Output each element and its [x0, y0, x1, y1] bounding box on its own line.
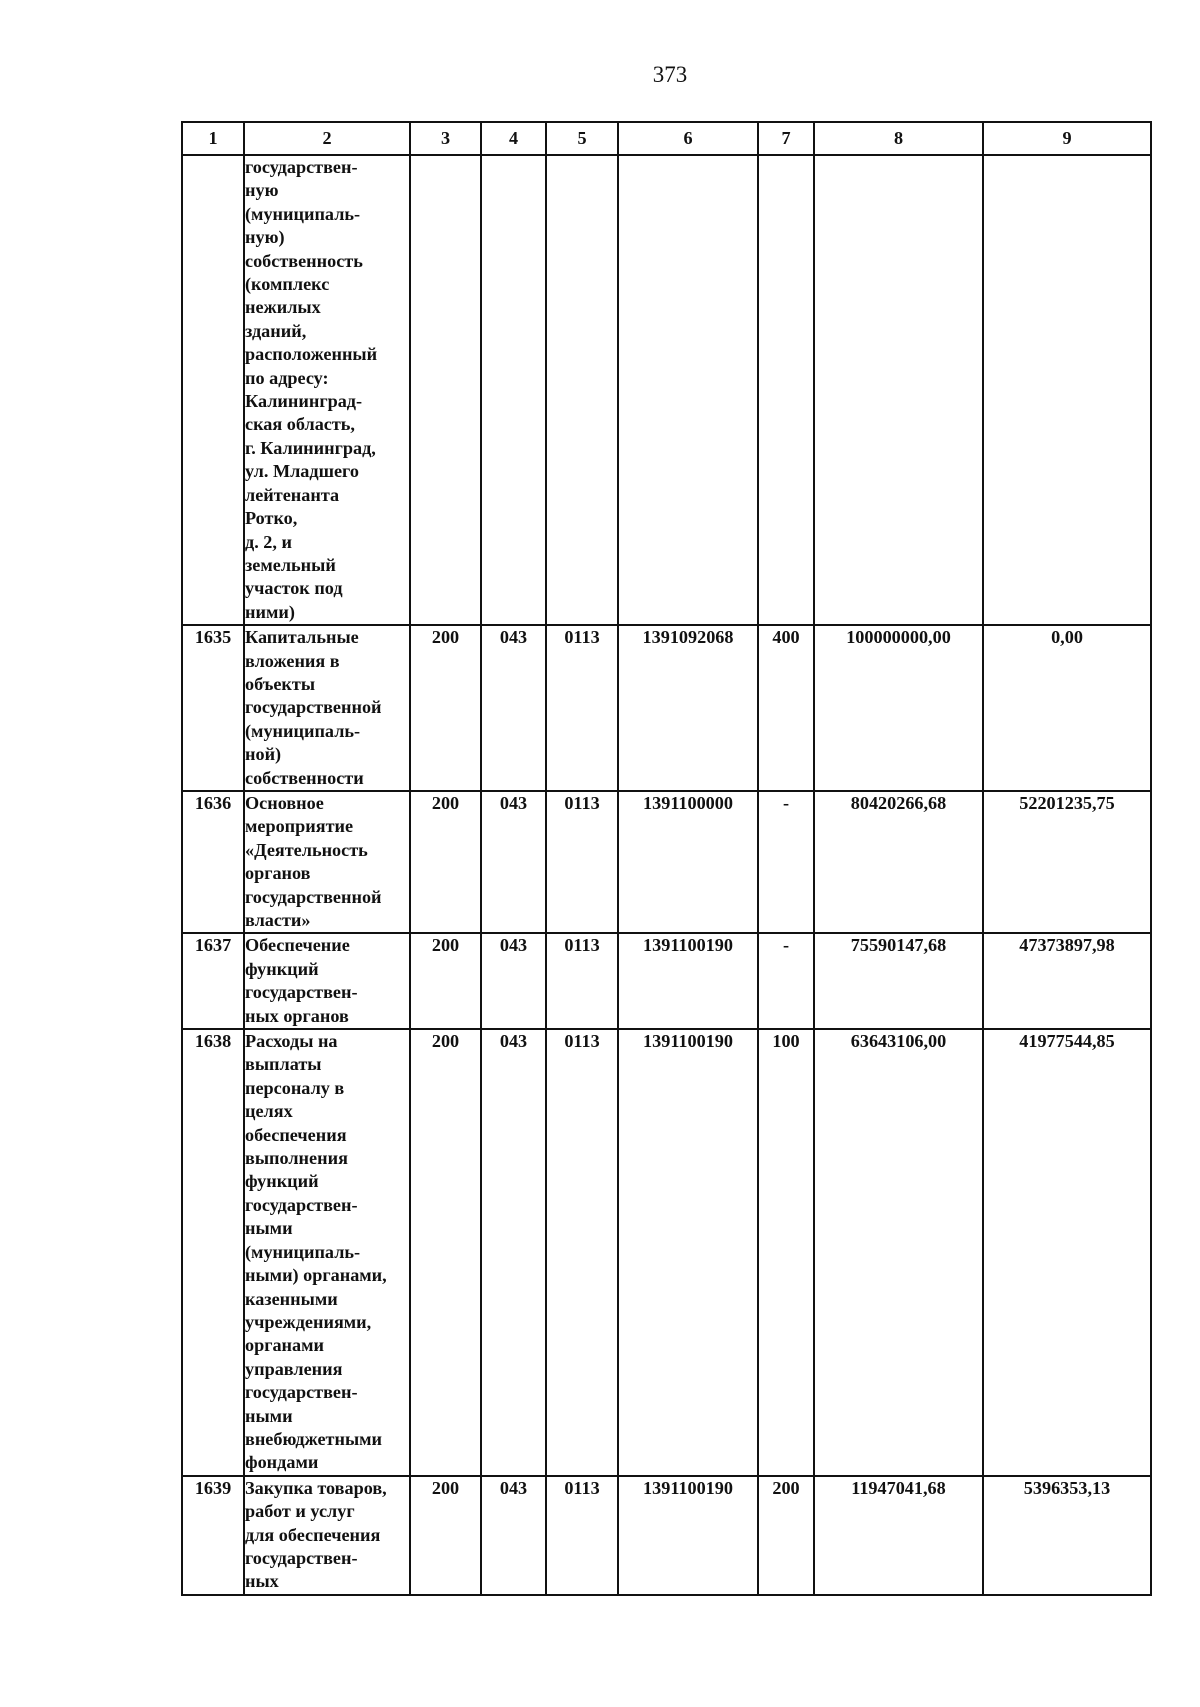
code-target-article: 1391092068	[618, 625, 758, 791]
code-section: 0113	[546, 1029, 618, 1476]
amount-col8: 80420266,68	[814, 791, 983, 933]
table-row	[182, 625, 1151, 791]
column-header: 4	[481, 122, 546, 155]
table-row	[182, 933, 1151, 1029]
row-name: Основное мероприятие «Деятельность органов государственной власти»	[244, 791, 410, 933]
row-number	[182, 155, 244, 625]
code-target-article: 1391100000	[618, 791, 758, 933]
row-number: 1635	[182, 625, 244, 791]
code-expense-type: -	[758, 791, 814, 933]
amount-col8: 75590147,68	[814, 933, 983, 1029]
code-department: 043	[481, 625, 546, 791]
column-header: 7	[758, 122, 814, 155]
row-number: 1639	[182, 1476, 244, 1595]
table-row	[182, 1476, 1151, 1595]
code-section: 0113	[546, 1476, 618, 1595]
code-section	[546, 155, 618, 625]
row-name: Расходы на выплаты персоналу в целях обеспечения выполнения функций государствен- ными (муниципаль- ными) органами, казенными учреждениями, органами управления государствен- ными внебюджетными фондами	[244, 1029, 410, 1476]
column-header: 5	[546, 122, 618, 155]
code-expense-type: 400	[758, 625, 814, 791]
amount-col8	[814, 155, 983, 625]
budget-table	[181, 121, 1152, 1596]
amount-col8: 11947041,68	[814, 1476, 983, 1595]
code-department: 043	[481, 1029, 546, 1476]
column-header: 8	[814, 122, 983, 155]
code-section: 0113	[546, 791, 618, 933]
column-header: 1	[182, 122, 244, 155]
amount-col9: 0,00	[983, 625, 1151, 791]
code-department: 043	[481, 791, 546, 933]
code-department: 043	[481, 933, 546, 1029]
table-row	[182, 791, 1151, 933]
amount-col9: 41977544,85	[983, 1029, 1151, 1476]
column-header: 9	[983, 122, 1151, 155]
amount-col9	[983, 155, 1151, 625]
code-target-article: 1391100190	[618, 1029, 758, 1476]
code-section: 0113	[546, 933, 618, 1029]
column-header: 3	[410, 122, 481, 155]
row-name: Капитальные вложения в объекты государственной (муниципаль- ной) собственности	[244, 625, 410, 791]
code-target-article: 1391100190	[618, 1476, 758, 1595]
code-ministry: 200	[410, 791, 481, 933]
row-number: 1637	[182, 933, 244, 1029]
row-name: государствен- ную (муниципаль- ную) собственность (комплекс нежилых зданий, расположенный по адресу: Калининград- ская область, г. Калининград, ул. Младшего лейтенанта Ротко, д. 2, и земельный участок под ними)	[244, 155, 410, 625]
column-header: 6	[618, 122, 758, 155]
code-department	[481, 155, 546, 625]
amount-col8: 63643106,00	[814, 1029, 983, 1476]
code-target-article: 1391100190	[618, 933, 758, 1029]
code-ministry: 200	[410, 1029, 481, 1476]
code-department: 043	[481, 1476, 546, 1595]
row-number: 1636	[182, 791, 244, 933]
code-ministry: 200	[410, 625, 481, 791]
code-ministry: 200	[410, 933, 481, 1029]
code-expense-type	[758, 155, 814, 625]
page-number: 373	[652, 62, 688, 87]
row-name: Обеспечение функций государствен- ных органов	[244, 933, 410, 1029]
code-section: 0113	[546, 625, 618, 791]
amount-col8: 100000000,00	[814, 625, 983, 791]
amount-col9: 52201235,75	[983, 791, 1151, 933]
code-ministry	[410, 155, 481, 625]
column-header: 2	[244, 122, 410, 155]
code-target-article	[618, 155, 758, 625]
row-number: 1638	[182, 1029, 244, 1476]
row-name: Закупка товаров, работ и услуг для обеспечения государствен- ных	[244, 1476, 410, 1595]
code-expense-type: 200	[758, 1476, 814, 1595]
code-ministry: 200	[410, 1476, 481, 1595]
amount-col9: 5396353,13	[983, 1476, 1151, 1595]
code-expense-type: -	[758, 933, 814, 1029]
amount-col9: 47373897,98	[983, 933, 1151, 1029]
table-row	[182, 1029, 1151, 1476]
table-row	[182, 155, 1151, 625]
header-row	[182, 122, 1151, 155]
code-expense-type: 100	[758, 1029, 814, 1476]
